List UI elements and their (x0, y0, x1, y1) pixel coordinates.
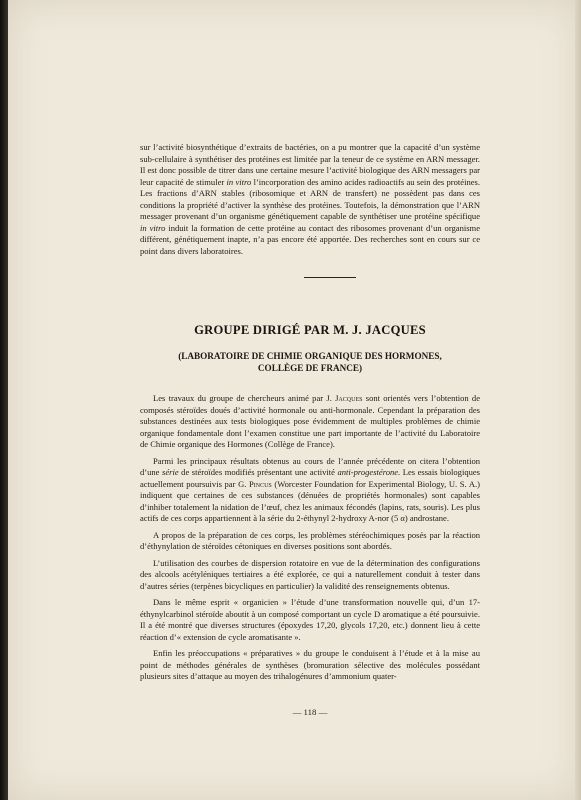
page-binding-edge (0, 0, 8, 800)
section-divider-rule (304, 277, 356, 278)
body-text-block (140, 393, 480, 683)
author-name: Jacques (335, 393, 363, 403)
section-subheading (140, 350, 480, 374)
subheading-line-2: COLLÈGE DE FRANCE) (257, 363, 363, 373)
body-paragraph: Les travaux du groupe de chercheurs animé par J. Jacques sont orientés vers l’obtention de composés stéroïdes doués d’activité hormonale ou anti-hormonale. Cependant la préparation des substances destinées aux tests biologiques pose évidemment de multiples problèmes de chimie organique fondamentale dont l’examen constitue une part importante de l’activité du Laboratoire de Chimie organique des Hormones (Collège de France). (140, 393, 480, 449)
body-paragraph: L’utilisation des courbes de dispersion rotatoire en vue de la détermination des configurations des alcools acétyléniques tertiaires a été explorée, ce qui a naturellement conduit à tester dans d’autres séries (terpènes bicycliques en particulier) la validité des renseignements obtenus. (140, 557, 480, 591)
intro-text-block (140, 142, 480, 257)
subheading-line-1: (LABORATOIRE DE CHIMIE ORGANIQUE DES HORMONES, (178, 351, 442, 361)
section-heading: GROUPE DIRIGÉ PAR M. J. JACQUES (194, 323, 426, 337)
body-paragraph: Parmi les principaux résultats obtenus au cours de l’année précédente on citera l’obtention d’une série de stéroïdes modifiés présentant une activité anti-progestérone. Les essais biologiques actuellement poursuivis par G. Pincus (Worcester Foundation for Experimental Biology, U. S. A.) indiquent que certaines de ces substances (dénuées de propriétés hormonales) sont capables d’inhiber totalement la nidation de l’œuf, chez les animaux fécondés (lapins, rats, souris). Les plus actifs de ces corps appartiennent à la série du 2-éthynyl 2-hydroxy A-nor (5 α) androstane. (140, 455, 480, 523)
intro-paragraph: sur l’activité biosynthétique d’extraits de bactéries, on a pu montrer que la capacité d’un système sub-cellulaire à synthétiser des protéines est limitée par la teneur de ce système en ARN messager. Il est donc possible de titrer dans une certaine mesure l’activité biologique des ARN messagers par leur capacité de stimuler in vitro l’incorporation des amino acides radioactifs au sein des protéines. Les fractions d’ARN stables (ribosomique et ARN de transfert) ne possèdent pas dans ces conditions la propriété d’activer la synthèse des protéines. Toutefois, la démonstration que l’ARN messager provenant d’un organisme génétiquement capable de synthétiser une protéine spécifique in vitro induit la formation de cette protéine au contact des ribosomes provenant d’un organisme différent, génétiquement inapte, n’a pas encore été apportée. Des recherches sont en cours sur ce point dans divers laboratoires. (140, 142, 480, 256)
body-paragraph: A propos de la préparation de ces corps, les problèmes stéréochimiques posés par la réaction d’éthynylation de stéroïdes cétoniques en diverses positions sont abordés. (140, 529, 480, 551)
body-paragraph: Dans le même esprit « organicien » l’étude d’une transformation nouvelle qui, d’un 17-éthynylcarbinol stéroïde aboutit à un composé comportant un cycle D aromatique a été poursuivie. Il a été montré que diverses structures (époxydes 17,20, glycols 17,20, etc.) donnent lieu à cette réaction d’« extension de cycle aromatisante ». (140, 597, 480, 642)
author-name: Pincus (249, 478, 272, 489)
document-page (8, 0, 581, 800)
italic-term: série (162, 467, 179, 477)
body-paragraph: Enfin les préoccupations « préparatives » du groupe le conduisent à l’étude et à la mise au point de méthodes générales de synthèses (bromuration sélective des molécules possédant plusieurs sites d’attaque au moyen des trihalogénures d’ammonium quater- (140, 648, 480, 681)
page-number: — 118 — (292, 707, 328, 717)
italic-term: in vitro (140, 222, 166, 233)
italic-term: anti-progestérone (337, 467, 399, 477)
italic-term: in vitro (226, 176, 252, 187)
